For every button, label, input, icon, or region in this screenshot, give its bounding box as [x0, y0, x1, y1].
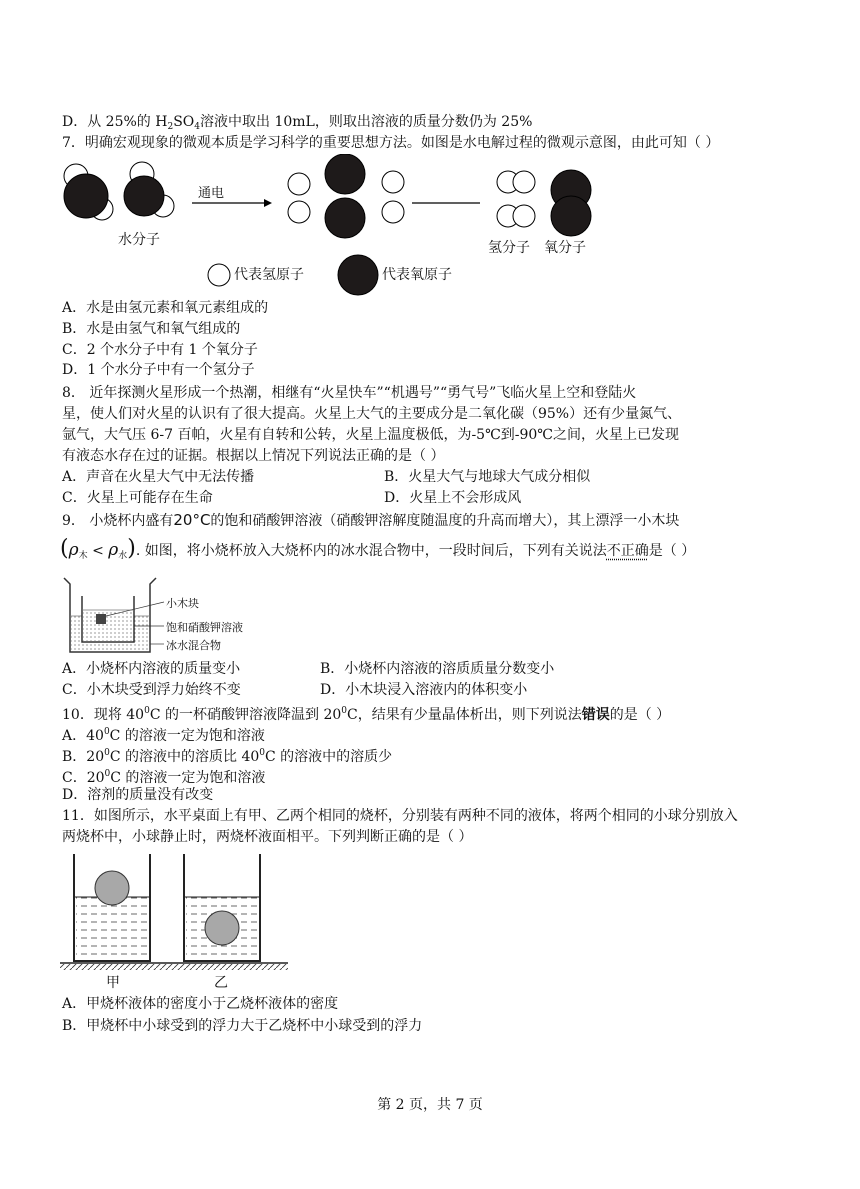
q9-option-c: C．小木块受到浮力始终不变: [62, 682, 241, 698]
q9-option-a: A．小烧杯内溶液的质量变小: [62, 661, 241, 677]
q10-option-b: B．$20^0C$ 的溶液中的溶质比 $40^0C$ 的溶液中的溶质少: [62, 748, 393, 765]
q8-option-c: C．火星上可能存在生命: [62, 490, 213, 506]
legend-o-label: 代表氧原子: [382, 267, 452, 283]
q6-option-d: D．从 25%的 $H_2SO_4$溶液中取出 10mL，则取出溶液的质量分数仍为 25%: [62, 114, 533, 132]
q10-option-c: C．$20^0C$ 的溶液一定为饱和溶液: [62, 769, 266, 786]
water-molecule-label: 水分子: [118, 232, 160, 248]
o2-label: 氧分子: [544, 240, 586, 256]
q7-option-d: D．1 个水分子中有一个氢分子: [62, 362, 255, 378]
q9-line1: 9． 小烧杯内盛有20°C的饱和硝酸钾溶液（硝酸钾溶解度随温度的升高而增大），其上漂浮一小木块: [62, 511, 680, 529]
q9-line2: $(\rho_木 < \rho_水)$. 如图，将小烧杯放入大烧杯内的冰水混合物中，一段时间后，下列有关说法不正确是（ ）: [60, 536, 696, 561]
q11-line1: 11．如图所示，水平桌面上有甲、乙两个相同的烧杯，分别装有两种不同的液体，将两个相同的小球分别放入: [62, 808, 738, 824]
beaker-b-label: 乙: [214, 975, 228, 991]
q8-option-a: A．声音在火星大气中无法传播: [62, 469, 255, 485]
q7-option-a: A．水是由氢元素和氧元素组成的: [62, 300, 269, 316]
q9-label-wood: 小木块: [166, 597, 199, 610]
arrow-label: 通电: [198, 186, 225, 201]
page-footer: 第 2 页，共 7 页: [377, 1097, 483, 1113]
q11-option-b: B．甲烧杯中小球受到的浮力大于乙烧杯中小球受到的浮力: [62, 1018, 423, 1034]
q7-stem: 7．明确宏观现象的微观本质是学习科学的重要思想方法。如图是水电解过程的微观示意图，由此可知（ ）: [62, 135, 720, 151]
q9-option-b: B．小烧杯内溶液的溶质质量分数变小: [320, 661, 555, 677]
q9-beaker-diagram: [62, 576, 262, 656]
q8-option-b: B．火星大气与地球大气成分相似: [384, 469, 591, 485]
q9-label-solution: 饱和硝酸钾溶液: [166, 621, 243, 634]
q11-line2: 两烧杯中，小球静止时，两烧杯液面相平。下列判断正确的是（ ）: [62, 829, 473, 845]
q8-line3: 氩气，大气压 6-7 百帕，火星有自转和公转，火星上温度极低，为-5℃到-90℃之间，火星上已发现: [62, 427, 679, 443]
q10-option-d: D．溶剂的质量没有改变: [62, 787, 214, 803]
q9-option-d: D．小木块浸入溶液内的体积变小: [320, 682, 528, 698]
q8-option-d: D．火星上不会形成风: [384, 490, 522, 506]
q9-label-icewater: 冰水混合物: [166, 639, 221, 652]
q10-stem: 10．现将 $40^0C$ 的一杯硝酸钾溶液降温到 $20^0C$，结果有少量晶体析出，则下列说法错误的是（ ）: [62, 706, 671, 723]
q11-option-a: A．甲烧杯液体的密度小于乙烧杯液体的密度: [62, 996, 339, 1012]
beaker-a-label: 甲: [106, 975, 120, 991]
q8-line2: 星，使人们对火星的认识有了很大提高。火星上大气的主要成分是二氧化碳（95%）还有少量氮气、: [62, 406, 682, 422]
q8-line4: 有液态水存在过的证据。根据以上情况下列说法正确的是（ ）: [62, 448, 445, 464]
h2-label: 氢分子: [488, 240, 530, 256]
q8-line1: 8． 近年探测火星形成一个热潮，相继有“火星快车”“机遇号”“勇气号”飞临火星上空和登陆火: [62, 385, 637, 401]
q7-option-c: C．2 个水分子中有 1 个氧分子: [62, 342, 258, 358]
legend-o-atom-icon: [337, 254, 379, 296]
q7-option-b: B．水是由氢气和氧气组成的: [62, 321, 241, 337]
legend-h-atom-icon: [206, 262, 232, 288]
q11-beakers-diagram: [60, 854, 292, 976]
legend-h-label: 代表氢原子: [234, 267, 304, 283]
q10-option-a: A．$40^0C$ 的溶液一定为饱和溶液: [62, 727, 265, 744]
